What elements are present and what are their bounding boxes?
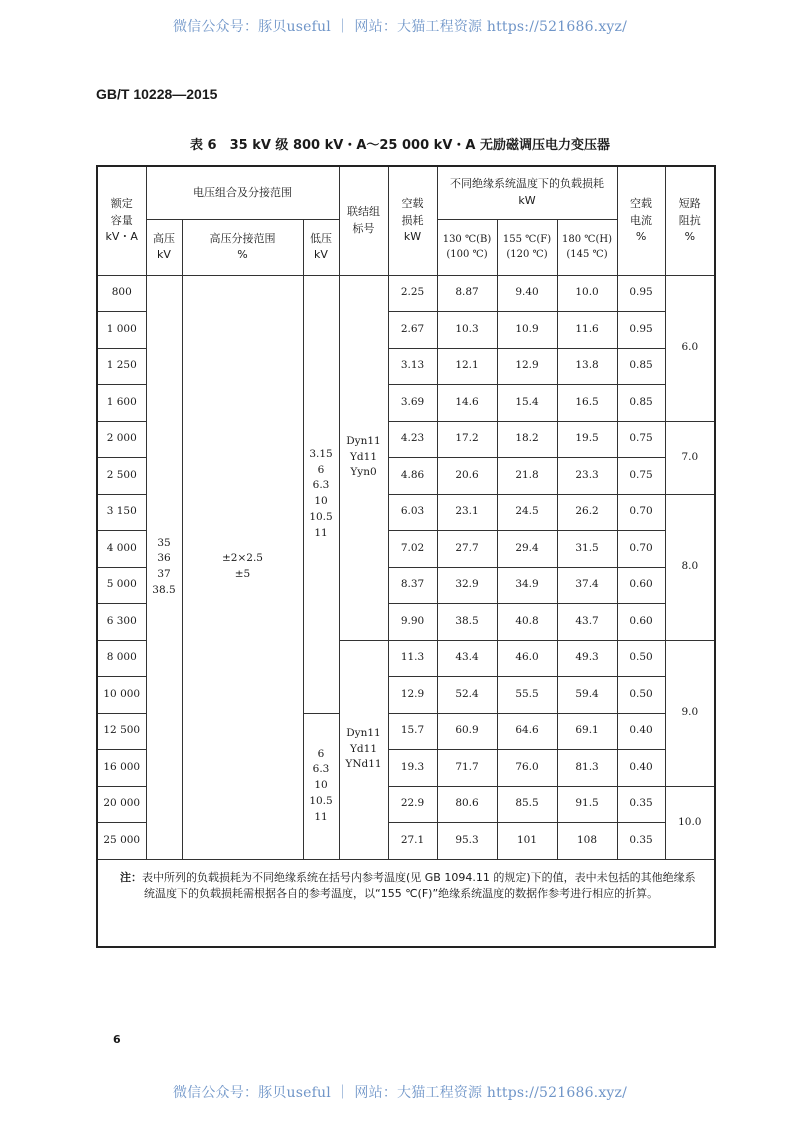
cell-no-load-loss: 11.3 [388, 640, 437, 677]
cell-capacity: 10 000 [97, 677, 146, 714]
table-note [97, 859, 715, 947]
header-no-load-current: 空载 电流 % [617, 166, 665, 275]
cell-no-load-current: 0.35 [617, 823, 665, 860]
cell-load-loss-f: 21.8 [497, 458, 557, 495]
cell-load-loss-b: 20.6 [437, 458, 497, 495]
cell-capacity: 3 150 [97, 494, 146, 531]
cell-load-loss-f: 18.2 [497, 421, 557, 458]
cell-no-load-current: 0.75 [617, 421, 665, 458]
cell-lv-merged-1: 3.15 6 6.3 10 10.5 11 [303, 275, 339, 713]
cell-load-loss-f: 85.5 [497, 786, 557, 823]
cell-load-loss-h: 37.4 [557, 567, 617, 604]
header-load-loss-group: 不同绝缘系统温度下的负载损耗 kW [437, 166, 617, 219]
cell-impedance: 6.0 [665, 275, 715, 421]
cell-no-load-loss: 2.67 [388, 312, 437, 349]
cell-load-loss-b: 71.7 [437, 750, 497, 787]
cell-no-load-current: 0.60 [617, 604, 665, 641]
cell-load-loss-h: 19.5 [557, 421, 617, 458]
header-hv: 高压 kV [146, 219, 182, 275]
cell-load-loss-b: 23.1 [437, 494, 497, 531]
cell-load-loss-f: 76.0 [497, 750, 557, 787]
cell-load-loss-b: 32.9 [437, 567, 497, 604]
cell-load-loss-f: 64.6 [497, 713, 557, 750]
cell-load-loss-f: 29.4 [497, 531, 557, 568]
cell-load-loss-f: 12.9 [497, 348, 557, 385]
cell-no-load-loss: 4.86 [388, 458, 437, 495]
cell-load-loss-b: 60.9 [437, 713, 497, 750]
cell-hv-merged: 35 36 37 38.5 [146, 275, 182, 859]
cell-no-load-current: 0.95 [617, 312, 665, 349]
cell-load-loss-f: 24.5 [497, 494, 557, 531]
cell-load-loss-f: 34.9 [497, 567, 557, 604]
header-load-loss-b: 130 ℃(B) (100 ℃) [437, 219, 497, 275]
cell-capacity: 16 000 [97, 750, 146, 787]
header-voltage-group: 电压组合及分接范围 [146, 166, 339, 219]
cell-load-loss-h: 69.1 [557, 713, 617, 750]
cell-capacity: 8 000 [97, 640, 146, 677]
cell-load-loss-h: 43.7 [557, 604, 617, 641]
cell-load-loss-f: 10.9 [497, 312, 557, 349]
cell-load-loss-h: 91.5 [557, 786, 617, 823]
cell-no-load-loss: 15.7 [388, 713, 437, 750]
cell-no-load-current: 0.70 [617, 531, 665, 568]
cell-no-load-current: 0.85 [617, 348, 665, 385]
cell-no-load-loss: 3.13 [388, 348, 437, 385]
cell-no-load-loss: 27.1 [388, 823, 437, 860]
cell-capacity: 12 500 [97, 713, 146, 750]
page-number: 6 [113, 1033, 121, 1046]
cell-capacity: 20 000 [97, 786, 146, 823]
cell-no-load-current: 0.35 [617, 786, 665, 823]
watermark-bottom: 微信公众号：豚贝useful ｜ 网站：大猫工程资源 https://521686.xyz/ [172, 1085, 628, 1101]
cell-load-loss-h: 23.3 [557, 458, 617, 495]
cell-capacity: 2 500 [97, 458, 146, 495]
cell-load-loss-b: 8.87 [437, 275, 497, 312]
cell-no-load-loss: 4.23 [388, 421, 437, 458]
cell-no-load-loss: 9.90 [388, 604, 437, 641]
cell-load-loss-f: 101 [497, 823, 557, 860]
cell-capacity: 4 000 [97, 531, 146, 568]
cell-capacity: 25 000 [97, 823, 146, 860]
cell-load-loss-h: 16.5 [557, 385, 617, 422]
cell-load-loss-b: 43.4 [437, 640, 497, 677]
cell-no-load-loss: 7.02 [388, 531, 437, 568]
header-vector-group: 联结组 标号 [339, 166, 388, 275]
table-row [97, 275, 715, 312]
cell-no-load-current: 0.60 [617, 567, 665, 604]
cell-load-loss-b: 38.5 [437, 604, 497, 641]
cell-load-loss-b: 80.6 [437, 786, 497, 823]
cell-no-load-loss: 3.69 [388, 385, 437, 422]
cell-no-load-current: 0.70 [617, 494, 665, 531]
cell-capacity: 6 300 [97, 604, 146, 641]
cell-no-load-loss: 12.9 [388, 677, 437, 714]
header-rated-capacity: 额定 容量 kV・A [97, 166, 146, 275]
cell-load-loss-h: 13.8 [557, 348, 617, 385]
cell-load-loss-h: 11.6 [557, 312, 617, 349]
cell-load-loss-b: 27.7 [437, 531, 497, 568]
cell-capacity: 5 000 [97, 567, 146, 604]
cell-no-load-current: 0.95 [617, 275, 665, 312]
header-load-loss-f: 155 ℃(F) (120 ℃) [497, 219, 557, 275]
cell-load-loss-f: 9.40 [497, 275, 557, 312]
cell-no-load-current: 0.40 [617, 750, 665, 787]
cell-impedance: 9.0 [665, 640, 715, 786]
cell-load-loss-f: 15.4 [497, 385, 557, 422]
cell-lv-merged-2: 6 6.3 10 10.5 11 [303, 713, 339, 859]
cell-capacity: 1 000 [97, 312, 146, 349]
cell-no-load-current: 0.40 [617, 713, 665, 750]
cell-load-loss-f: 46.0 [497, 640, 557, 677]
cell-load-loss-f: 40.8 [497, 604, 557, 641]
cell-no-load-current: 0.50 [617, 640, 665, 677]
header-no-load-loss: 空载 损耗 kW [388, 166, 437, 275]
cell-capacity: 1 600 [97, 385, 146, 422]
cell-no-load-current: 0.50 [617, 677, 665, 714]
watermark-top: 微信公众号：豚贝useful ｜ 网站：大猫工程资源 https://521686.xyz/ [172, 19, 628, 35]
cell-load-loss-h: 26.2 [557, 494, 617, 531]
standard-code: GB/T 10228—2015 [96, 86, 218, 102]
cell-load-loss-h: 108 [557, 823, 617, 860]
header-tap-range: 高压分接范围 % [182, 219, 303, 275]
cell-load-loss-b: 95.3 [437, 823, 497, 860]
header-lv: 低压 kV [303, 219, 339, 275]
cell-load-loss-h: 49.3 [557, 640, 617, 677]
cell-load-loss-f: 55.5 [497, 677, 557, 714]
cell-impedance: 8.0 [665, 494, 715, 640]
cell-load-loss-h: 31.5 [557, 531, 617, 568]
cell-load-loss-b: 14.6 [437, 385, 497, 422]
cell-impedance: 7.0 [665, 421, 715, 494]
cell-no-load-loss: 6.03 [388, 494, 437, 531]
cell-load-loss-b: 17.2 [437, 421, 497, 458]
cell-load-loss-h: 59.4 [557, 677, 617, 714]
note-label: 注： [120, 870, 142, 884]
cell-capacity: 1 250 [97, 348, 146, 385]
cell-impedance: 10.0 [665, 786, 715, 859]
cell-load-loss-b: 52.4 [437, 677, 497, 714]
cell-no-load-loss: 19.3 [388, 750, 437, 787]
cell-vector-group-2: Dyn11 Yd11 YNd11 [339, 640, 388, 859]
cell-load-loss-b: 10.3 [437, 312, 497, 349]
cell-capacity: 800 [97, 275, 146, 312]
transformer-spec-table [96, 165, 716, 948]
header-load-loss-h: 180 ℃(H) (145 ℃) [557, 219, 617, 275]
cell-load-loss-b: 12.1 [437, 348, 497, 385]
cell-no-load-loss: 8.37 [388, 567, 437, 604]
cell-load-loss-h: 81.3 [557, 750, 617, 787]
cell-no-load-current: 0.85 [617, 385, 665, 422]
note-text: 表中所列的负载损耗为不同绝缘系统在括号内参考温度(见 GB 1094.11 的规定)下的值，表中未包括的其他绝缘系统温度下的负载损耗需根据各自的参考温度，以“155 ℃(F)”绝缘系统温度的数据作参考进行相应的折算。 [142, 870, 696, 900]
cell-no-load-loss: 2.25 [388, 275, 437, 312]
cell-vector-group-1: Dyn11 Yd11 Yyn0 [339, 275, 388, 640]
table-title: 表 6 35 kV 级 800 kV・A～25 000 kV・A 无励磁调压电力变压器 [190, 138, 610, 153]
cell-no-load-current: 0.75 [617, 458, 665, 495]
cell-tap-merged: ±2×2.5 ±5 [182, 275, 303, 859]
cell-load-loss-h: 10.0 [557, 275, 617, 312]
cell-capacity: 2 000 [97, 421, 146, 458]
header-impedance: 短路 阻抗 % [665, 166, 715, 275]
cell-no-load-loss: 22.9 [388, 786, 437, 823]
